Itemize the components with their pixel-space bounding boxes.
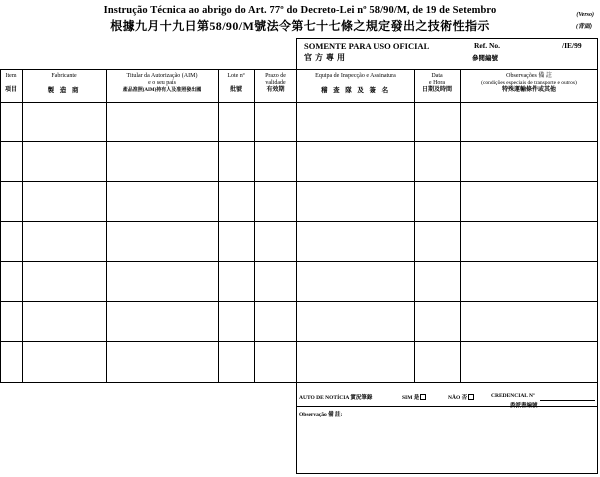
table-bottom-line [296,382,598,383]
header-equipa: Equipa de Inspecção e Assinatura 稽 查 隊 及 簽 名 [315,73,396,94]
official-use-label: SOMENTE PARA USO OFICIAL [304,41,430,51]
sim-checkbox[interactable] [420,394,426,400]
row-separator [0,261,598,262]
sim-option[interactable]: SIM 是 [402,393,426,401]
col-divider [22,69,23,383]
nao-checkbox[interactable] [468,394,474,400]
credencial-label: CREDENCIAL Nº [491,393,535,399]
official-use-label-chinese: 官方專用 [304,53,348,62]
header-lote: Lote nº 批號 [227,73,245,93]
header-fabricante: Fabricante 製 造 商 [47,73,81,94]
auto-noticia-line [296,406,598,407]
left-table-frame [0,69,297,383]
ref-no-value: /IE/99 [562,41,582,50]
row-separator [0,141,598,142]
row-separator [0,221,598,222]
credencial-label-chinese: 委派書編號 [510,403,538,409]
col-divider [414,69,415,383]
header-observacoes: Observações 備 註 (condições especiais de transporte e outros) 特殊運輸條件或其他 [481,73,577,93]
col-divider [106,69,107,383]
nao-option[interactable]: NÃO 否 [448,393,474,401]
row-separator [0,341,598,342]
verso-label: (Verso) [576,12,594,18]
observacao-label: Observação 備 註: [299,412,343,418]
col-divider [254,69,255,383]
header-titular: Titular da Autorização (AIM) e o seu país 產品准照(AIM)持有人及准照發出國 [122,73,202,93]
header-data: Data e Hora 日期及時間 [421,73,452,93]
col-divider [218,69,219,383]
row-separator [0,301,598,302]
header-prazo: Prazo de validade 有效期 [265,73,286,93]
credencial-input-line[interactable] [540,400,595,401]
header-item: Item 項目 [4,73,17,93]
form-title-chinese: 根據九月十九日第58/90/M號法令第七十七條之規定發出之技術性指示 [110,19,490,33]
auto-noticia-label: AUTO DE NOTÍCIA 實況筆錄 [299,395,373,401]
ref-no-label-chinese: 參閱編號 [472,55,498,62]
form-title: Instrução Técnica ao abrigo do Art. 77º do Decreto-Lei nº 58/90/M, de 19 de Setembro [103,5,497,16]
right-table-frame [296,38,598,474]
header-bottom-line [0,102,598,103]
ref-no-label: Ref. No. [474,41,501,50]
col-divider [460,69,461,383]
verso-label-chinese: (背面) [576,24,592,30]
header-top-line [296,69,598,70]
row-separator [0,181,598,182]
